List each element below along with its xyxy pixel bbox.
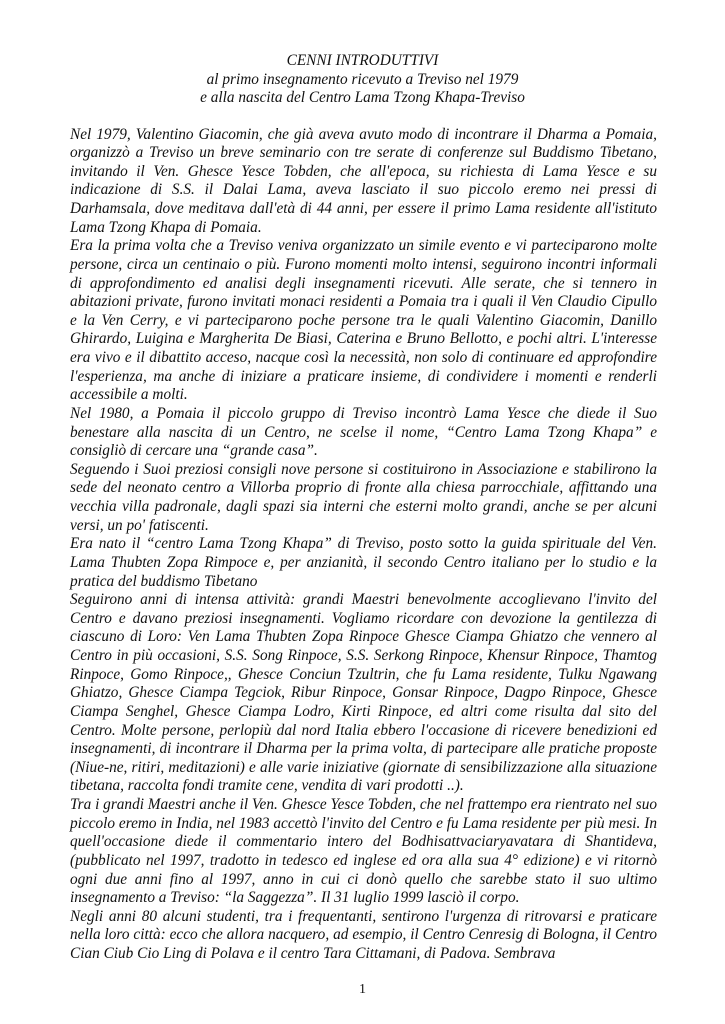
paragraph: Negli anni 80 alcuni studenti, tra i frequentanti, sentirono l'urgenza di ritrovarsi e praticare nella loro città: ecco che allora nacquero, ad esempio, il Centro Cenresig di Bologna, il Centro Cian Ciub Cio Ling di Polava e il centro Tara Cittamani, di Padova. Sembrava <box>70 907 657 962</box>
paragraph: Seguendo i Suoi preziosi consigli nove persone si costituirono in Associazione e stabilirono la sede del neonato centro a Villorba proprio di fronte alla chiesa parrocchiale, affittando una vecchia villa padronale, dagli spazi sia interni che esterni molto grandi, anche se per alcuni versi, un po' fatiscenti. <box>70 460 657 534</box>
paragraph: Era la prima volta che a Treviso veniva organizzato un simile evento e vi parteciparono molte persone, circa un centinaio o più. Furono momenti molto intensi, seguirono incontri informali di approfondimento ed analisi degli insegnamenti ricevuti. Alle serate, che si tennero in abitazioni private, furono invitati monaci residenti a Pomaia tra i quali il Ven Claudio Cipullo e la Ven Cerry, e vi parteciparono poche persone tra le quali Valentino Giacomin, Danillo Ghirardo, Luigina e Margherita De Biasi, Caterina e Bruno Bellotto, e pochi altri. L'interesse era vivo e il dibattito acceso, nacque così la necessità, non solo di continuare ed approfondire l'esperienza, ma anche di iniziare a praticare insieme, di condividere i momenti e renderli accessibile a molti. <box>70 237 657 404</box>
page-number: 1 <box>359 982 366 997</box>
document-subtitle-line-2: e alla nascita del Centro Lama Tzong Khapa-Treviso <box>200 89 525 107</box>
document-heading <box>60 52 665 108</box>
paragraph: Tra i grandi Maestri anche il Ven. Ghesce Yesce Tobden, che nel frattempo era rientrato nel suo piccolo eremo in India, nel 1983 accettò l'invito del Centro e fu Lama residente per più mesi. In quell'occasione diede il commentario intero del Bodhisattvaciaryavatara di Shantideva, (pubblicato nel 1997, tradotto in tedesco ed inglese ed ora alla sua 4° edizione) e vi ritornò ogni due anni fino al 1997, anno in cui ci donò quello che sarebbe stato il suo ultimo insegnamento a Treviso: “la Saggezza”. Il 31 luglio 1999 lasciò il corpo. <box>70 796 657 907</box>
document-title: CENNI INTRODUTTIVI <box>286 52 439 69</box>
document-body <box>70 126 657 964</box>
paragraph: Seguirono anni di intensa attività: grandi Maestri benevolmente accoglievano l'invito del Centro e davano preziosi insegnamenti. Vogliamo ricordare con devozione la gentilezza di ciascuno di Loro: Ven Lama Thubten Zopa Rinpoce Ghesce Ciampa Ghiatzo che vennero al Centro in più occasioni, S.S. Song Rinpoce, S.S. Serkong Rinpoce, Khensur Rinpoce, Thamtog Rinpoce, Gomo Rinpoce,, Ghesce Conciun Tzultrin, che fu Lama residente, Tulku Ngawang Ghiatzo, Ghesce Ciampa Tegciok, Ribur Rinpoce, Gonsar Rinpoce, Dagpo Rinpoce, Ghesce Ciampa Senghel, Ghesce Ciampa Lodro, Kirti Rinpoce, ed altri come risulta dal sito del Centro. Molte persone, perlopiù dal nord Italia ebbero l'occasione di ricevere benedizioni ed insegnamenti, di incontrare il Dharma per la prima volta, di partecipare alle pratiche proposte (Niue-ne, ritiri, meditazioni) e alle varie iniziative (giornate di sensibilizzazione alla situazione tibetana, raccolta fondi tramite cene, vendita di vari prodotti ..). <box>70 591 657 795</box>
paragraph: Nel 1980, a Pomaia il piccolo gruppo di Treviso incontrò Lama Yesce che diede il Suo benestare alla nascita di un Centro, ne scelse il nome, “Centro Lama Tzong Khapa” e consigliò di cercare una “grande casa”. <box>70 404 657 460</box>
paragraph: Nel 1979, Valentino Giacomin, che già aveva avuto modo di incontrare il Dharma a Pomaia, organizzò a Treviso un breve seminario con tre serate di conferenze sul Buddismo Tibetano, invitando il Ven. Ghesce Yesce Tobden, che all'epoca, su richiesta di Lama Yesce e su indicazione di S.S. il Dalai Lama, aveva lasciato il suo piccolo eremo nei pressi di Darhamsala, dove meditava dall'età di 44 anni, per essere il primo Lama residente all'istituto Lama Tzong Khapa di Pomaia. <box>70 125 657 236</box>
paragraph: Era nato il “centro Lama Tzong Khapa” di Treviso, posto sotto la guida spirituale del Ven. Lama Thubten Zopa Rimpoce e, per anzianità, il secondo Centro italiano per lo studio e la pratica del buddismo Tibetano <box>70 535 657 590</box>
document-subtitle-line-1: al primo insegnamento ricevuto a Treviso nel 1979 <box>206 70 519 88</box>
